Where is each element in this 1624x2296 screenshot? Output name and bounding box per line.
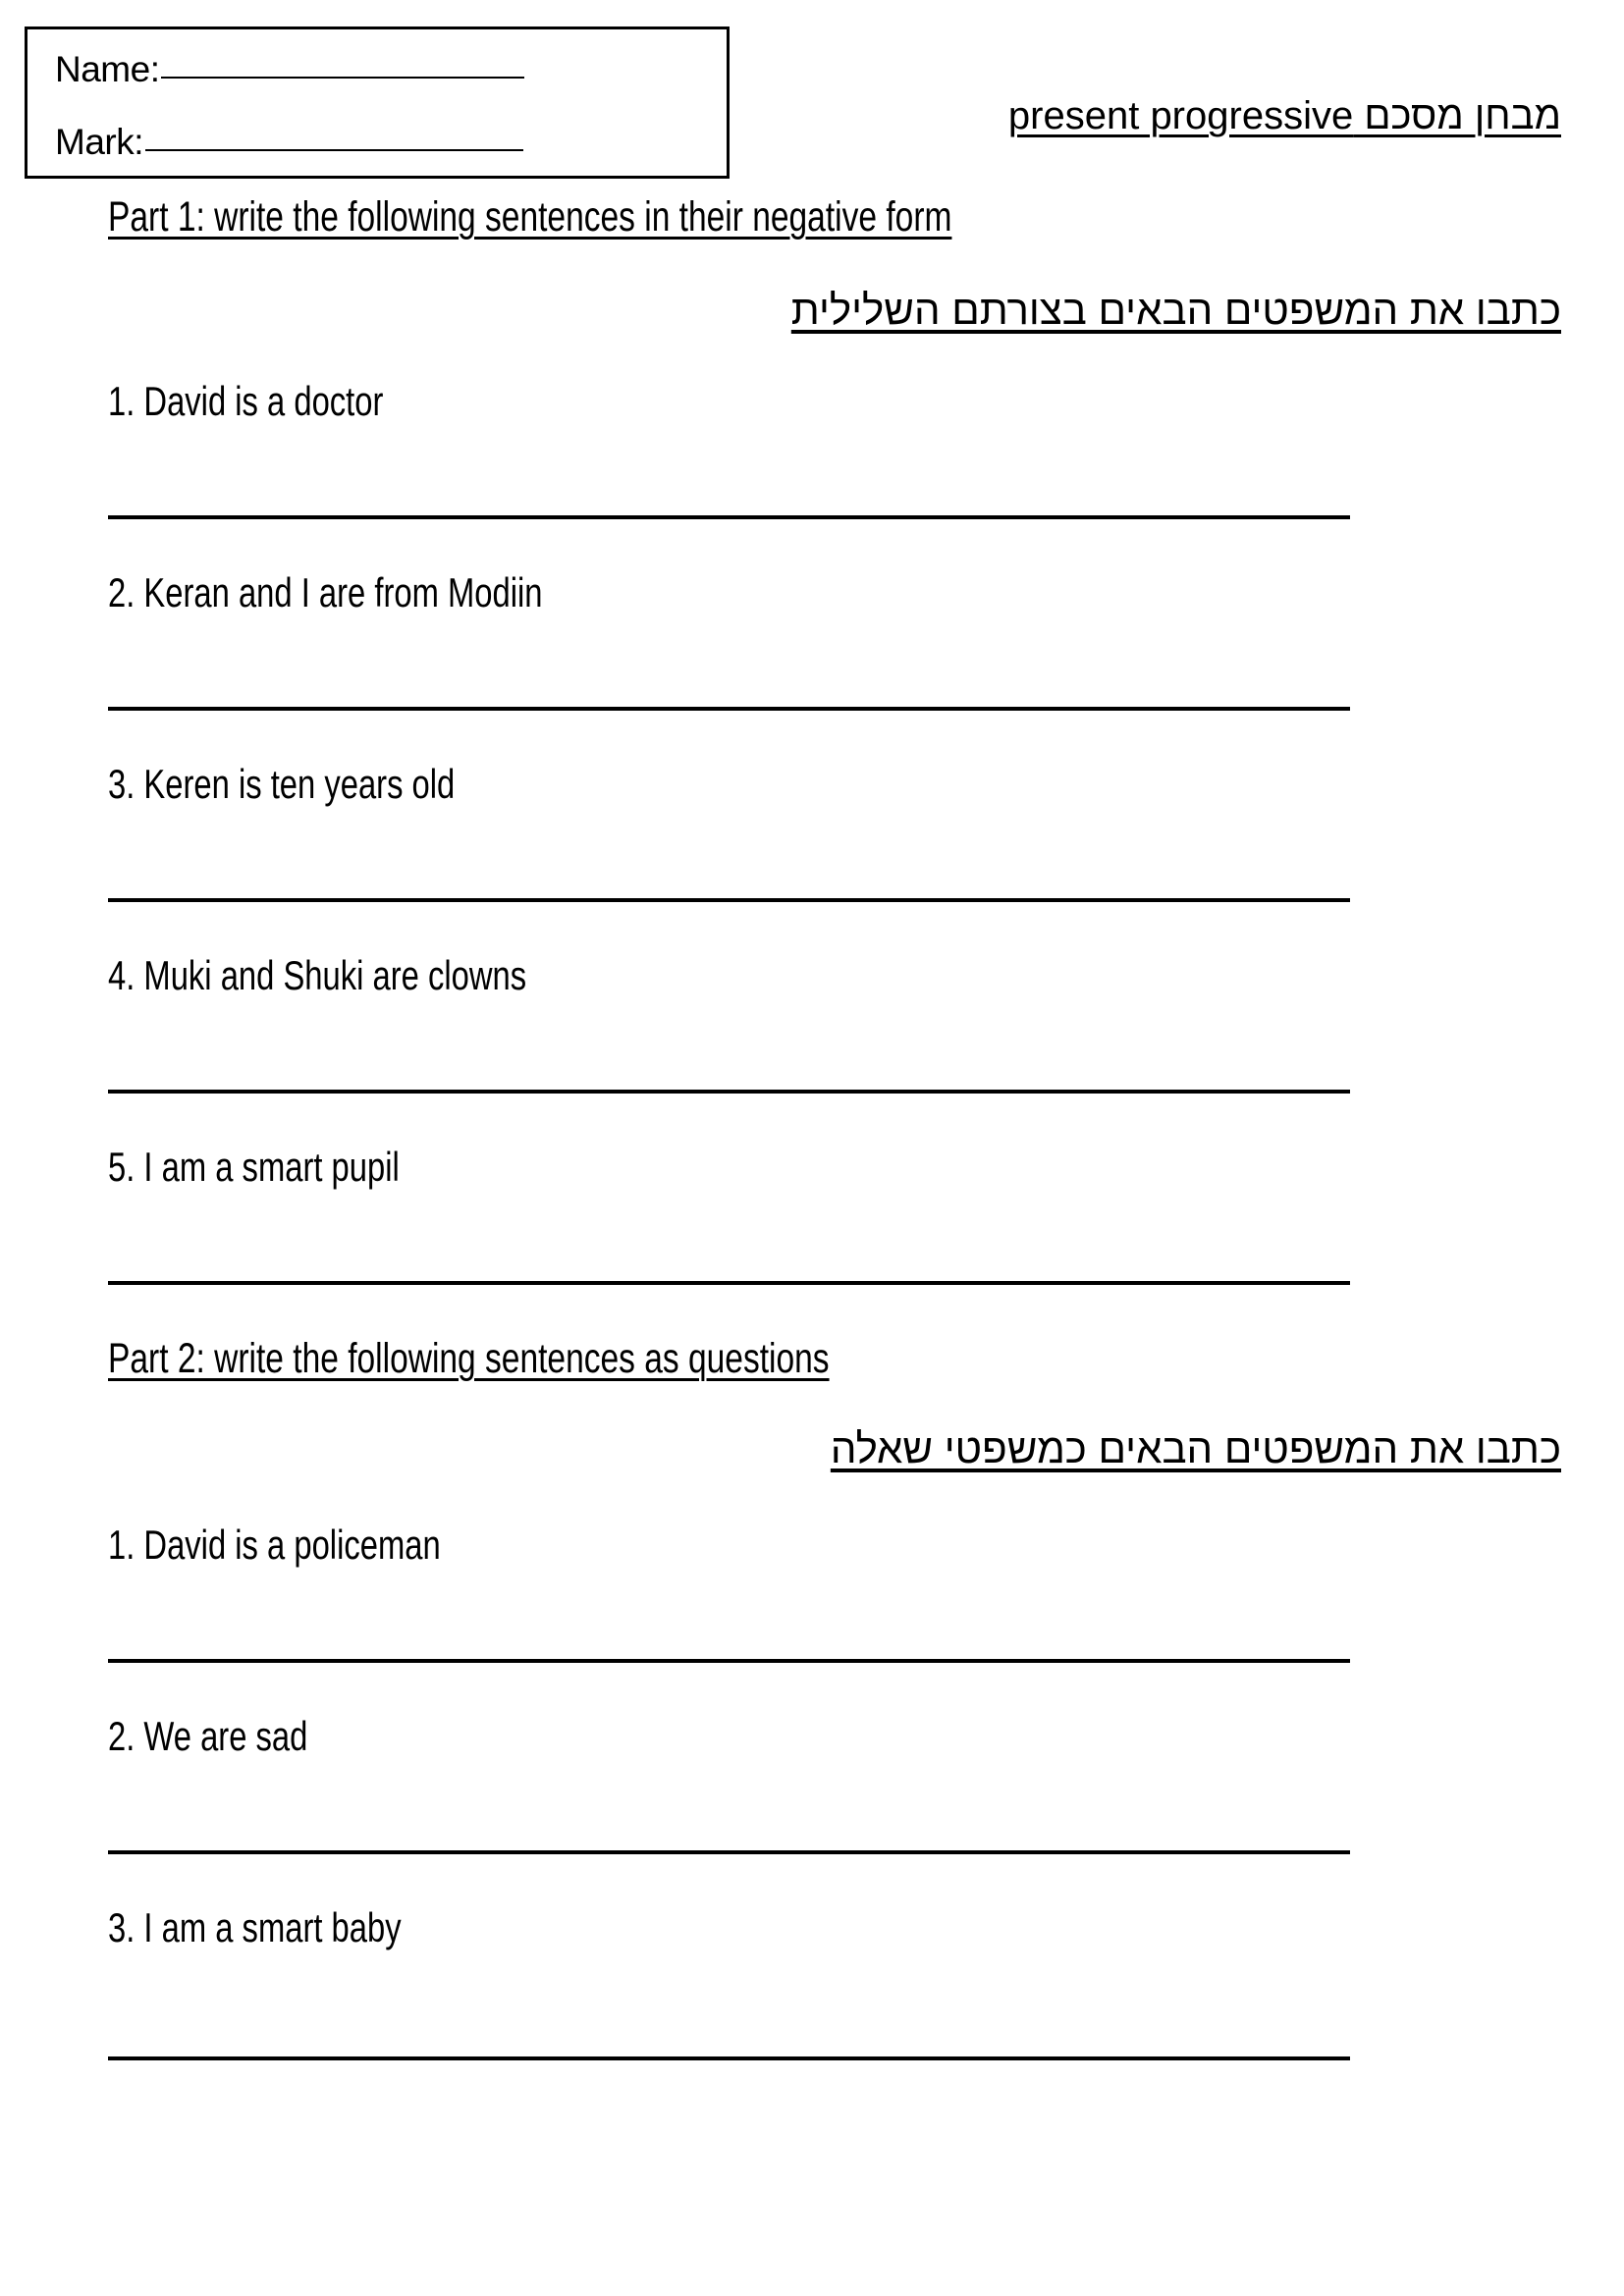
part-2-heading (108, 1335, 830, 1382)
mark-write-in-rule[interactable] (145, 149, 523, 151)
part-1-item-4 (108, 952, 527, 998)
part-2-item-2 (108, 1713, 308, 1759)
name-row (55, 51, 524, 87)
part-2-answer-line-1[interactable] (108, 1659, 1350, 1663)
part-2-instruction-hebrew-text: כתבו את המשפטים הבאים כמשפטי שאלה (830, 1425, 1561, 1471)
part-2-item-3-text: 3. I am a smart baby (108, 1904, 402, 1950)
part-2-item-2-text: 2. We are sad (108, 1713, 308, 1759)
part-2-answer-line-2[interactable] (108, 1850, 1350, 1854)
part-1-item-5 (108, 1144, 400, 1190)
worksheet-title-text: מבחן מסכם present progressive (1007, 94, 1561, 137)
part-1-item-2 (108, 569, 543, 615)
part-2-item-3 (108, 1904, 402, 1950)
part-1-item-3 (108, 761, 456, 807)
part-2-item-1 (108, 1524, 441, 1566)
part-1-heading (108, 193, 952, 240)
part-1-answer-line-4[interactable] (108, 1090, 1350, 1094)
part-1-instruction-hebrew (790, 287, 1561, 333)
part-1-item-3-text: 3. Keren is ten years old (108, 761, 456, 807)
worksheet-title (1008, 96, 1561, 135)
student-info-box (25, 27, 730, 179)
part-1-item-5-text: 5. I am a smart pupil (108, 1144, 400, 1190)
part-1-instruction-hebrew-text: כתבו את המשפטים הבאים בצורתם השלילית (790, 287, 1561, 333)
part-1-item-1-text: 1. David is a doctor (108, 378, 384, 424)
part-1-answer-line-2[interactable] (108, 707, 1350, 711)
part-1-answer-line-3[interactable] (108, 898, 1350, 902)
part-1-item-2-text: 2. Keran and I are from Modiin (108, 569, 543, 615)
part-2-heading-text: Part 2: write the following sentences as questions (108, 1335, 830, 1382)
part-1-item-1 (108, 378, 384, 424)
name-label: Name: (55, 49, 160, 89)
mark-label: Mark: (55, 122, 143, 162)
part-2-instruction-hebrew (830, 1425, 1561, 1471)
part-1-item-4-text: 4. Muki and Shuki are clowns (108, 952, 527, 998)
part-1-heading-text: Part 1: write the following sentences in their negative form (108, 193, 952, 240)
name-write-in-rule[interactable] (161, 77, 524, 79)
part-2-answer-line-3[interactable] (108, 2056, 1350, 2060)
mark-row (55, 124, 523, 160)
part-1-answer-line-1[interactable] (108, 515, 1350, 519)
part-1-answer-line-5[interactable] (108, 1281, 1350, 1285)
part-2-item-1-text: 1. David is a policeman (108, 1522, 441, 1568)
